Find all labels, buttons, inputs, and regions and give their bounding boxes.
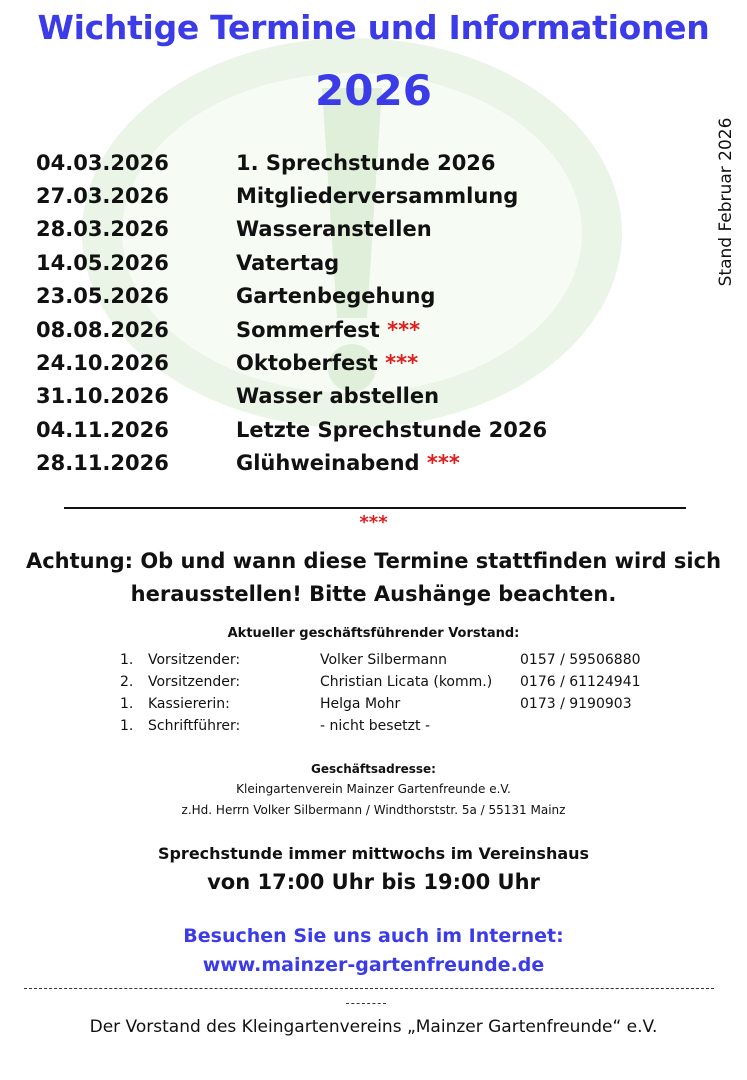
stand-date-vertical: Stand Februar 2026 (716, 117, 736, 287)
board-member-role: Vorsitzender: (148, 652, 241, 668)
event-name-text: 1. Sprechstunde 2026 (236, 150, 496, 175)
event-date: 28.03.2026 (36, 217, 169, 242)
notice-text: Achtung: Ob und wann diese Termine stattfinden wird sich herausstellen! Bitte Aushänge beachten. (25, 549, 722, 606)
event-name-text: Wasseranstellen (236, 217, 432, 242)
event-row (36, 179, 636, 212)
event-name (236, 418, 547, 442)
website-link[interactable]: www.mainzer-gartenfreunde.de (202, 954, 545, 976)
event-row (36, 146, 636, 179)
event-date: 23.05.2026 (36, 284, 169, 309)
event-date: 04.11.2026 (36, 417, 169, 442)
dashed-divider-short (346, 1003, 386, 1004)
board-member-phone: 0173 / 9190903 (520, 696, 632, 712)
dashed-divider (24, 988, 714, 989)
event-name (236, 284, 435, 308)
event-name-text: Sommerfest (236, 317, 380, 342)
event-row (36, 447, 636, 480)
board-list (120, 649, 680, 737)
board-member-num: 1. (120, 718, 134, 734)
event-row (36, 280, 636, 313)
event-date: 14.05.2026 (36, 250, 169, 275)
board-member-role: Schriftführer: (148, 718, 241, 734)
office-hours-line-2: von 17:00 Uhr bis 19:00 Uhr (207, 870, 540, 894)
event-list (36, 146, 636, 480)
event-date: 31.10.2026 (36, 384, 169, 409)
event-date: 27.03.2026 (36, 184, 169, 209)
event-row (36, 346, 636, 379)
event-row (36, 380, 636, 413)
event-name (236, 451, 460, 475)
footer-text: Der Vorstand des Kleingartenvereins „Mainzer Gartenfreunde“ e.V. (89, 1017, 658, 1037)
event-name (236, 384, 439, 408)
board-member-person: Volker Silbermann (320, 652, 448, 668)
board-member-row (120, 671, 680, 693)
board-title: Aktueller geschäftsführender Vorstand: (227, 626, 520, 641)
event-stars: *** (387, 317, 421, 342)
event-name (236, 318, 420, 342)
event-stars: *** (426, 451, 460, 476)
board-member-row (120, 649, 680, 671)
event-name-text: Letzte Sprechstunde 2026 (236, 417, 548, 442)
board-member-phone: 0176 / 61124941 (520, 674, 641, 690)
board-member-role: Kassiererin: (148, 696, 230, 712)
notice-stars: *** (359, 512, 388, 533)
event-name-text: Oktoberfest (236, 351, 378, 376)
board-member-role: Vorsitzender: (148, 674, 241, 690)
page-year: 2026 (315, 66, 432, 115)
event-name-text: Wasser abstellen (236, 384, 440, 409)
event-name-text: Gartenbegehung (236, 284, 436, 309)
event-row (36, 213, 636, 246)
separator-line (64, 507, 686, 509)
address-line-1: Kleingartenverein Mainzer Gartenfreunde e.V. (236, 782, 511, 796)
event-row (36, 413, 636, 446)
office-hours-line-1: Sprechstunde immer mittwochs im Vereinshaus (157, 844, 590, 863)
board-member-row (120, 693, 680, 715)
event-name-text: Vatertag (236, 250, 340, 275)
board-member-row (120, 715, 680, 737)
event-date: 04.03.2026 (36, 150, 169, 175)
board-member-phone: 0157 / 59506880 (520, 652, 641, 668)
event-name-text: Glühweinabend (236, 451, 420, 476)
board-member-num: 1. (120, 696, 134, 712)
address-line-2: z.Hd. Herrn Volker Silbermann / Windthorststr. 5a / 55131 Mainz (181, 803, 566, 817)
board-member-person: Helga Mohr (320, 696, 401, 712)
event-name (236, 184, 518, 208)
event-name (236, 151, 496, 175)
event-stars: *** (385, 351, 419, 376)
event-row (36, 246, 636, 279)
event-name (236, 217, 432, 241)
address-title: Geschäftsadresse: (311, 762, 436, 776)
board-member-num: 2. (120, 674, 134, 690)
page-title: Wichtige Termine und Informationen (37, 8, 710, 47)
event-name (236, 251, 339, 275)
board-member-person: Christian Licata (komm.) (320, 674, 493, 690)
internet-text: Besuchen Sie uns auch im Internet: (183, 925, 564, 947)
event-name (236, 351, 418, 375)
event-row (36, 313, 636, 346)
board-member-person: - nicht besetzt - (320, 718, 431, 734)
event-date: 08.08.2026 (36, 317, 169, 342)
event-date: 28.11.2026 (36, 451, 169, 476)
board-member-num: 1. (120, 652, 134, 668)
event-name-text: Mitgliederversammlung (236, 184, 519, 209)
event-date: 24.10.2026 (36, 351, 169, 376)
